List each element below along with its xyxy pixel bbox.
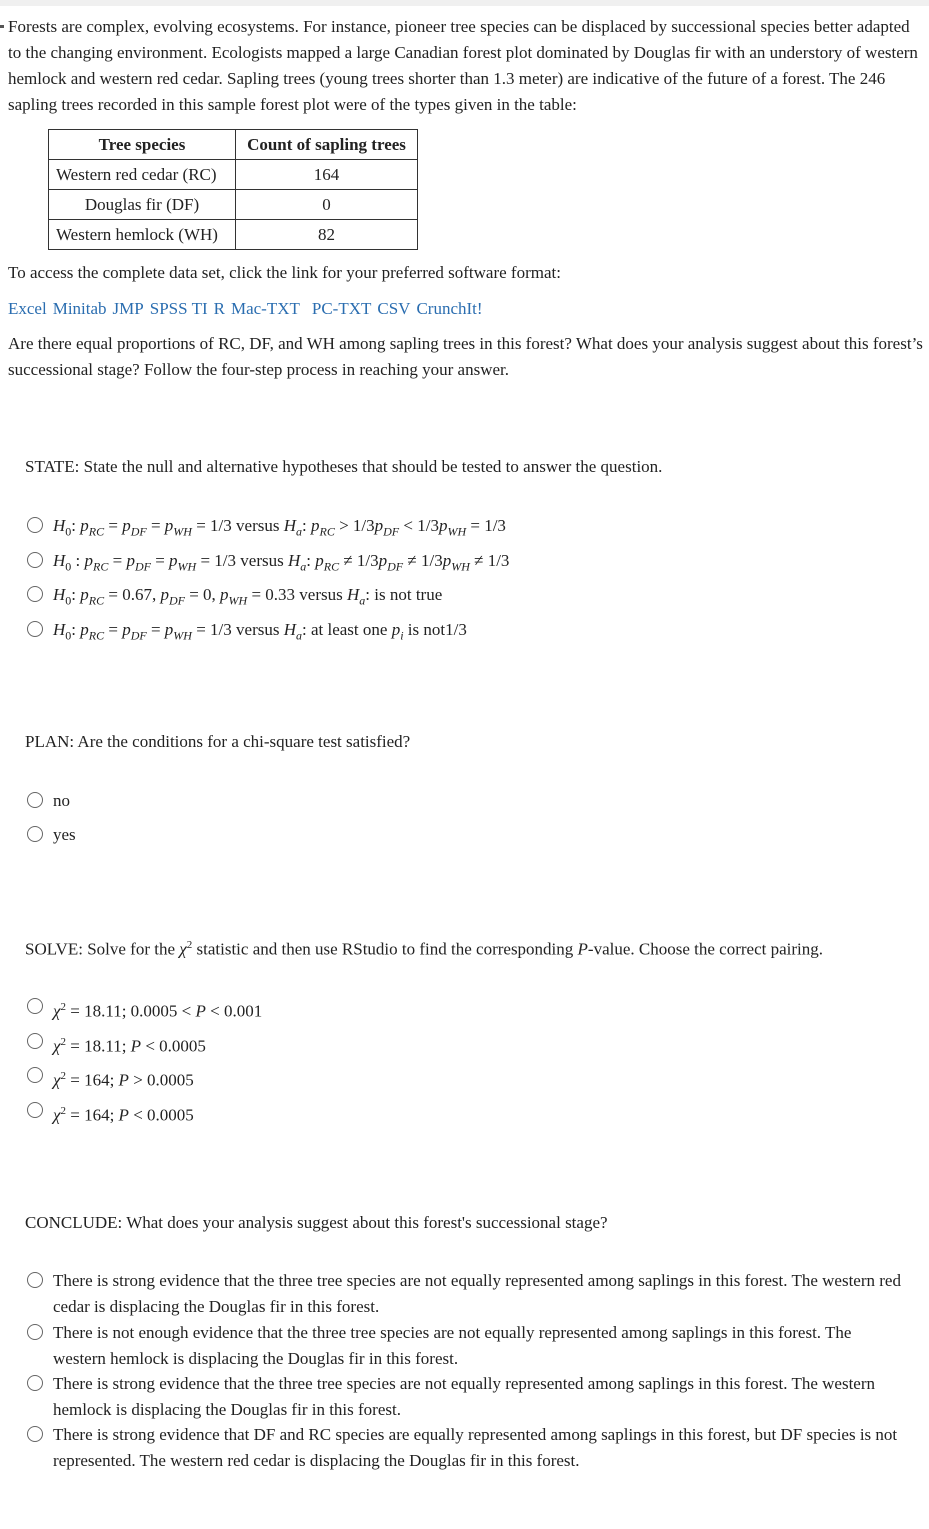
link-r[interactable]: R [213, 299, 225, 318]
access-text: To access the complete data set, click the link for your preferred software format: [8, 263, 561, 282]
radio-button[interactable] [27, 586, 43, 602]
intro-paragraph: Forests are complex, evolving ecosystems. For instance, pioneer tree species can be displaced by successional species better adapted to the changing environment. Ecologists mapped a large Canadian forest plot dominated by Douglas fir with an understory of western hemlock and western red cedar. Sapling trees (young trees shorter than 1.3 meter) are indicative of the future of a forest. The 246 sapling trees recorded in this sample forest plot were of the types given in the table: [8, 17, 918, 114]
option-label: There is not enough evidence that the three tree species are not equally represented among saplings in this forest. The western hemlock is displacing the Douglas fir in this forest. [53, 1323, 852, 1368]
link-mac-txt[interactable]: Mac-TXT [230, 299, 300, 318]
table-row [49, 190, 418, 220]
conclude-option-1[interactable] [27, 1268, 903, 1320]
state-option-3[interactable] [27, 582, 442, 613]
question-marker [0, 25, 4, 28]
conclude-option-3[interactable] [27, 1371, 903, 1423]
option-label: no [53, 791, 70, 810]
state-option-1[interactable] [27, 513, 506, 544]
table-header: Tree species [49, 130, 236, 160]
link-ti[interactable]: TI [191, 299, 208, 318]
sapling-table [48, 129, 418, 250]
table-cell-count: 0 [236, 190, 418, 220]
table-cell-species: Western red cedar (RC) [49, 160, 236, 190]
option-label: $\chi^2 = 18.11$; P < 0.0005 [53, 1036, 206, 1056]
radio-button[interactable] [27, 1067, 43, 1083]
link-minitab[interactable]: Minitab [52, 299, 107, 318]
state-option-2[interactable] [27, 548, 509, 579]
link-jmp[interactable]: JMP [112, 299, 144, 318]
table-cell-count: 164 [236, 160, 418, 190]
conclude-option-2[interactable] [27, 1320, 903, 1372]
top-divider [0, 0, 929, 6]
radio-button[interactable] [27, 621, 43, 637]
solve-prompt-text: SOLVE: Solve for the [25, 939, 180, 959]
link-csv[interactable]: CSV [377, 299, 411, 318]
solve-option-4[interactable] [27, 1098, 194, 1129]
link-spss[interactable]: SPSS [149, 299, 188, 318]
option-label: There is strong evidence that the three tree species are not equally represented among saplings in this forest. The western hemlock is displacing the Douglas fir in this forest. [53, 1374, 876, 1419]
link-crunchit[interactable]: CrunchIt! [416, 299, 483, 318]
table-cell-species: Douglas fir (DF) [49, 190, 236, 220]
plan-option-no[interactable] [27, 788, 70, 814]
state-prompt: STATE: State the null and alternative hypotheses that should be tested to answer the question. [25, 457, 663, 476]
radio-button[interactable] [27, 552, 43, 568]
radio-button[interactable] [27, 1272, 43, 1288]
option-label: There is strong evidence that the three tree species are not equally represented among saplings in this forest. The western red cedar is displacing the Douglas fir in this forest. [53, 1271, 901, 1316]
table-cell-count: 82 [236, 220, 418, 250]
table-row [49, 220, 418, 250]
plan-option-yes[interactable] [27, 822, 76, 848]
main-question: Are there equal proportions of RC, DF, and WH among sapling trees in this forest? What does your analysis suggest about this forest’s successional stage? Follow the four-step process in reaching your answer. [8, 334, 923, 379]
option-label: $H_0$: $p_{RC} = 0.67$, $p_{DF} = 0$, $p_{WH} = 0.33$ versus $H_a$: is not true [53, 585, 443, 608]
link-pc-txt[interactable]: PC-TXT [311, 299, 372, 318]
solve-option-1[interactable] [27, 994, 262, 1025]
table-row [49, 160, 418, 190]
radio-button[interactable] [27, 517, 43, 533]
option-label: $H_0$: $p_{RC} = p_{DF} = p_{WH} = 1/3$ versus $H_a$: $p_{RC} > 1/3p_{DF} < 1/3p_{WH} = 1/3$ [53, 516, 506, 539]
conclude-prompt: CONCLUDE: What does your analysis suggest about this forest's successional stage? [25, 1213, 608, 1232]
radio-button[interactable] [27, 1033, 43, 1049]
solve-prompt-text: -value. Choose the correct pairing. [587, 939, 823, 959]
radio-button[interactable] [27, 1324, 43, 1340]
option-label: There is strong evidence that DF and RC species are equally represented among saplings in this forest, but DF species is not represented. The western red cedar is displacing the Douglas fir in this forest. [53, 1425, 898, 1470]
solve-prompt: SOLVE: Solve for the $\chi^2$ statistic and then use RStudio to find the corresponding P-value. Choose the correct pairing. [25, 939, 823, 959]
option-label: $\chi^2 = 18.11$; 0.0005 < P < 0.001 [53, 1001, 263, 1021]
table-header-row [49, 130, 418, 160]
solve-option-3[interactable] [27, 1063, 194, 1094]
link-excel[interactable]: Excel [8, 299, 47, 318]
table-cell-species: Western hemlock (WH) [49, 220, 236, 250]
option-label: $\chi^2 = 164$; P < 0.0005 [53, 1105, 194, 1125]
conclude-option-4[interactable] [27, 1422, 903, 1474]
plan-prompt: PLAN: Are the conditions for a chi-square test satisfied? [25, 732, 411, 751]
table-header: Count of sapling trees [236, 130, 418, 160]
option-label: yes [53, 825, 76, 844]
solve-option-2[interactable] [27, 1029, 206, 1060]
radio-button[interactable] [27, 826, 43, 842]
radio-button[interactable] [27, 1426, 43, 1442]
radio-button[interactable] [27, 998, 43, 1014]
option-label: $H_0$ : $p_{RC} = p_{DF} = p_{WH} = 1/3$ versus $H_a$: $p_{RC} \ne 1/3p_{DF} \ne 1/3p_{WH} \ne 1/3$ [53, 551, 510, 574]
option-label: $H_0$: $p_{RC} = p_{DF} = p_{WH} = 1/3$ versus $H_a$: at least one $p_i$ is not1/3 [53, 620, 467, 643]
state-option-4[interactable] [27, 617, 467, 648]
software-links [8, 296, 489, 322]
radio-button[interactable] [27, 792, 43, 808]
radio-button[interactable] [27, 1375, 43, 1391]
radio-button[interactable] [27, 1102, 43, 1118]
option-label: $\chi^2 = 164$; P > 0.0005 [53, 1070, 194, 1090]
solve-prompt-text: statistic and then use RStudio to find the corresponding [192, 939, 578, 959]
